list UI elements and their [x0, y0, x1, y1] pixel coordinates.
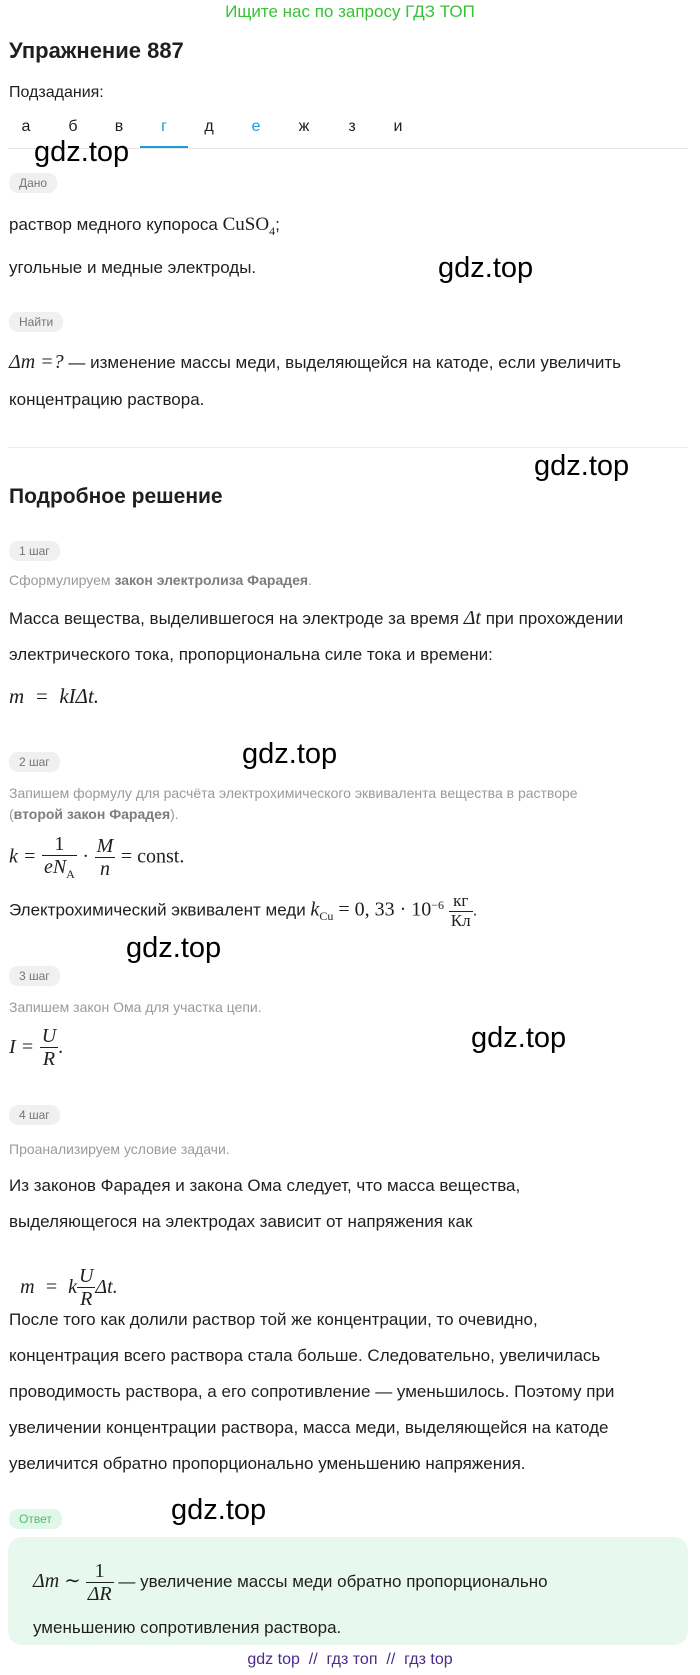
given-badge: Дано	[9, 173, 57, 193]
step-2-lead-2: (второй закон Фарадея).	[9, 806, 179, 822]
step-4-formula: m = k $\frac{U}{R}$ Δt.	[20, 1265, 118, 1310]
step-3-badge: 3 шаг	[9, 966, 60, 986]
tab-b[interactable]: б	[68, 118, 78, 135]
fraction: $\frac{M}{n}$	[96, 834, 114, 880]
step-1	[9, 541, 60, 561]
step-1-lead: Сформулируем закон электролиза Фарадея.	[9, 572, 312, 588]
tab-z[interactable]: з	[348, 118, 356, 135]
find-line-2: концентрацию раствора.	[9, 390, 205, 409]
find-badge: Найти	[9, 312, 63, 332]
given-line-1: раствор медного купороса CuSO$_4$;	[9, 214, 280, 238]
answer-badge: Ответ	[9, 1509, 62, 1529]
page-title: Упражнение 887	[9, 38, 184, 63]
tab-zh[interactable]: ж	[298, 118, 310, 135]
given-line-2: угольные и медные электроды.	[9, 258, 257, 277]
step-4-text-1: Из законов Фарадея и закона Ома следует, что масса вещества,	[9, 1176, 521, 1195]
watermark: gdz.top	[471, 1022, 567, 1054]
step-3	[9, 966, 60, 986]
watermark: gdz.top	[438, 252, 534, 284]
step-4-conclusion-5: увеличится обратно пропорционально уменьшению напряжения.	[9, 1454, 526, 1473]
tab-g[interactable]: г	[140, 118, 188, 148]
fraction: $\frac{1}{eN_A}$	[43, 833, 75, 881]
watermark: gdz.top	[534, 450, 630, 482]
step-2-equivalent: Электрохимический эквивалент меди $k_{Cu} = 0$, $33 \cdot 10^{-6}$ $\frac{кг}{Кл}$ .	[9, 891, 478, 930]
step-4-conclusion-4: увеличении концентрации раствора, масса меди, выделяющейся на катоде	[9, 1418, 609, 1437]
step-4-lead: Проанализируем условие задачи.	[9, 1141, 230, 1157]
step-4-text-2: выделяющегося на электродах зависит от напряжения как	[9, 1212, 473, 1231]
step-1-badge: 1 шаг	[9, 541, 60, 561]
step-1-text-2: электрического тока, пропорциональна силе тока и времени:	[9, 645, 493, 664]
find-section	[9, 312, 63, 332]
unit-fraction: $\frac{кг}{Кл}$	[450, 891, 471, 930]
find-line-1: Δm =? — изменение массы меди, выделяющейся на катоде, если увеличить	[9, 351, 621, 373]
watermark: gdz.top	[34, 136, 130, 168]
tab-a[interactable]: а	[21, 118, 31, 135]
answer-line-1: Δm ∼ $\frac{1}{\Delta R}$ — увеличение массы меди обратно пропорционально	[33, 1560, 548, 1605]
answer-line-2: уменьшению сопротивления раствора.	[33, 1618, 342, 1637]
watermark: gdz.top	[171, 1494, 267, 1526]
watermark: gdz.top	[126, 932, 222, 964]
step-3-lead: Запишем закон Ома для участка цепи.	[9, 999, 262, 1015]
tab-i[interactable]: и	[393, 118, 403, 135]
step-4-conclusion-3: проводимость раствора, а его сопротивление — уменьшилось. Поэтому при	[9, 1382, 615, 1401]
search-banner: Ищите нас по запросу ГДЗ ТОП	[225, 2, 475, 21]
step-4-conclusion-2: концентрация всего раствора стала больше. Следовательно, увеличилась	[9, 1346, 601, 1365]
answer-label	[9, 1509, 62, 1529]
given-section	[9, 173, 57, 193]
tab-d[interactable]: д	[204, 118, 214, 135]
step-2-formula: k = $\frac{1}{eN_A}$ · $\frac{M}{n}$ = const.	[9, 833, 185, 881]
given-text: раствор медного купороса	[9, 215, 218, 234]
step-1-text-1: Масса вещества, выделившегося на электроде за время Δt при прохождении	[9, 607, 624, 629]
step-1-formula: m = kIΔt.	[9, 684, 100, 708]
find-math: Δm =?	[9, 351, 64, 373]
step-4-badge: 4 шаг	[9, 1105, 60, 1125]
step-4	[9, 1105, 60, 1125]
step-2-lead: Запишем формулу для расчёта электрохимического эквивалента вещества в растворе	[9, 785, 578, 801]
divider	[8, 447, 688, 448]
formula-cuso4: CuSO$_4$	[222, 214, 276, 238]
step-4-conclusion-1: После того как долили раствор той же концентрации, то очевидно,	[9, 1310, 538, 1329]
footer-links[interactable]: gdz top // гдз топ // гдз top	[247, 1651, 453, 1668]
step-2	[9, 752, 60, 772]
tab-e[interactable]: е	[251, 118, 261, 135]
solution-title: Подробное решение	[9, 485, 223, 508]
watermark: gdz.top	[242, 738, 338, 770]
step-2-badge: 2 шаг	[9, 752, 60, 772]
subtasks-label: Подзадания:	[9, 84, 104, 101]
step-3-formula: I = $\frac{U}{R}$ .	[9, 1025, 64, 1070]
tab-v[interactable]: в	[114, 118, 124, 135]
